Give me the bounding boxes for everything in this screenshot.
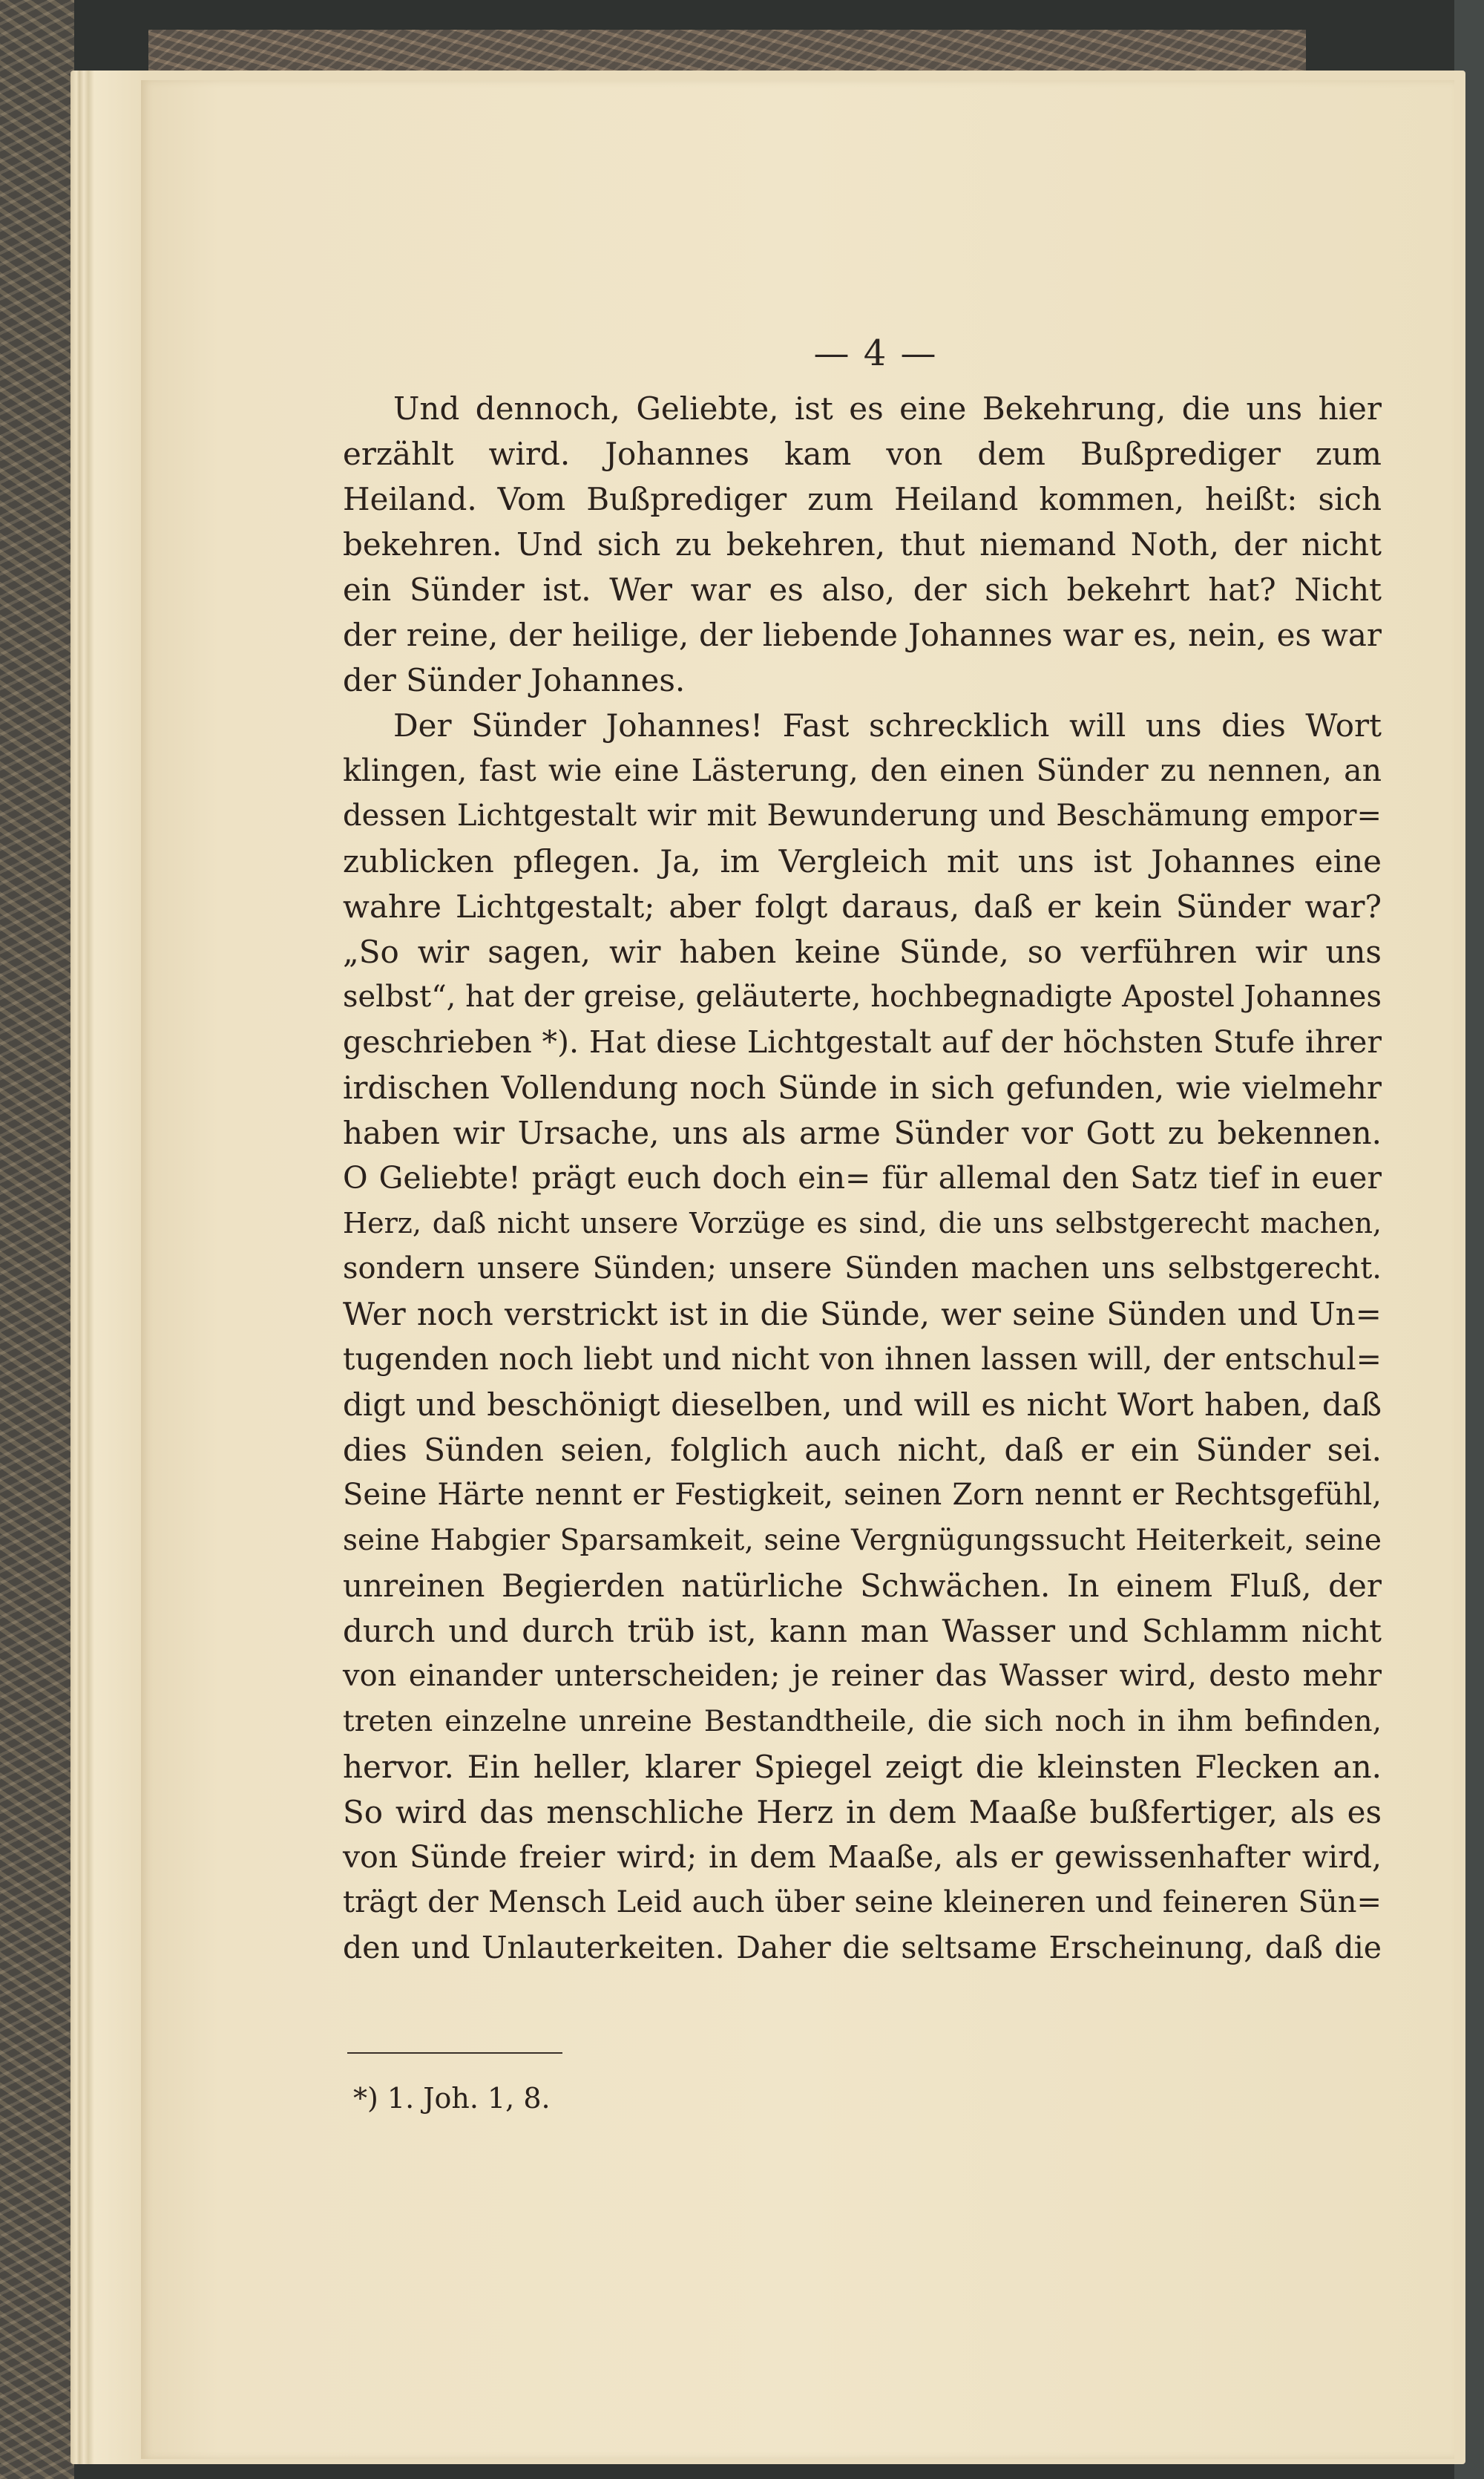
- text-line: O Geliebte! prägt euch doch ein= für allemal den Satz tief in euer: [343, 1160, 1382, 1196]
- text-line: hervor. Ein heller, klarer Spiegel zeigt die kleinsten Flecken an.: [343, 1749, 1382, 1785]
- text-line: selbst“, hat der greise, geläuterte, hochbegnadigte Apostel Johannes: [343, 980, 1382, 1014]
- text-line: treten einzelne unreine Bestandtheile, die sich noch in ihm befinden,: [343, 1705, 1382, 1738]
- footnote: *) 1. Joh. 1, 8.: [353, 2082, 551, 2115]
- text-line: wahre Lichtgestalt; aber folgt daraus, daß er kein Sünder war?: [343, 888, 1382, 925]
- text-line: klingen, fast wie eine Lästerung, den einen Sünder zu nennen, an: [343, 753, 1382, 788]
- text-line: sondern unsere Sünden; unsere Sünden machen uns selbstgerecht.: [343, 1251, 1382, 1286]
- footnote-divider: [347, 2052, 562, 2054]
- text-line: tugenden noch liebt und nicht von ihnen lassen will, der entschul=: [343, 1341, 1382, 1377]
- text-line: durch und durch trüb ist, kann man Wasser und Schlamm nicht: [343, 1613, 1382, 1649]
- text-line: So wird das menschliche Herz in dem Maaße bußfertiger, als es: [343, 1794, 1382, 1830]
- text-line: Seine Härte nennt er Festigkeit, seinen Zorn nennt er Rechtsgefühl,: [343, 1478, 1382, 1512]
- marbled-cover-left: [0, 0, 74, 2479]
- text-line: dies Sünden seien, folglich auch nicht, daß er ein Sünder sei.: [343, 1432, 1382, 1468]
- text-line: Heiland. Vom Bußprediger zum Heiland kommen, heißt: sich: [343, 481, 1382, 517]
- text-line: Der Sünder Johannes! Fast schrecklich will uns dies Wort: [393, 707, 1382, 744]
- text-line: seine Habgier Sparsamkeit, seine Vergnügungssucht Heiterkeit, seine: [343, 1524, 1382, 1557]
- text-line: irdischen Vollendung noch Sünde in sich gefunden, wie vielmehr: [343, 1070, 1382, 1106]
- text-line: Und dennoch, Geliebte, ist es eine Bekehrung, die uns hier: [393, 390, 1382, 427]
- text-line: trägt der Mensch Leid auch über seine kleineren und feineren Sün=: [343, 1885, 1382, 1919]
- page-number: — 4 —: [813, 333, 938, 374]
- text-line: Herz, daß nicht unsere Vorzüge es sind, die uns selbstgerecht machen,: [343, 1207, 1382, 1240]
- text-line: „So wir sagen, wir haben keine Sünde, so verführen wir uns: [343, 934, 1382, 970]
- text-line: ein Sünder ist. Wer war es also, der sich bekehrt hat? Nicht: [343, 572, 1382, 608]
- text-line: den und Unlauterkeiten. Daher die seltsame Erscheinung, daß die: [343, 1930, 1382, 1965]
- text-line: digt und beschönigt dieselben, und will es nicht Wort haben, daß: [343, 1386, 1382, 1423]
- text-line: erzählt wird. Johannes kam von dem Bußprediger zum: [343, 436, 1382, 472]
- text-line: der reine, der heilige, der liebende Johannes war es, nein, es war: [343, 617, 1382, 653]
- text-line: dessen Lichtgestalt wir mit Bewunderung und Beschämung empor=: [343, 799, 1382, 833]
- text-line: geschrieben *). Hat diese Lichtgestalt auf der höchsten Stufe ihrer: [343, 1024, 1382, 1060]
- text-line: zublicken pflegen. Ja, im Vergleich mit uns ist Johannes eine: [343, 843, 1382, 880]
- text-line: von einander unterscheiden; je reiner das Wasser wird, desto mehr: [343, 1659, 1382, 1693]
- text-line: Wer noch verstrickt ist in die Sünde, wer seine Sünden und Un=: [343, 1296, 1382, 1332]
- text-line: unreinen Begierden natürliche Schwächen. In einem Fluß, der: [343, 1568, 1382, 1604]
- body-text: [343, 386, 1382, 1971]
- text-line: bekehren. Und sich zu bekehren, thut niemand Noth, der nicht: [343, 526, 1382, 563]
- text-line: der Sünder Johannes.: [343, 662, 686, 698]
- text-line: von Sünde freier wird; in dem Maaße, als er gewissenhafter wird,: [343, 1839, 1382, 1875]
- text-line: haben wir Ursache, uns als arme Sünder vor Gott zu bekennen.: [343, 1115, 1382, 1151]
